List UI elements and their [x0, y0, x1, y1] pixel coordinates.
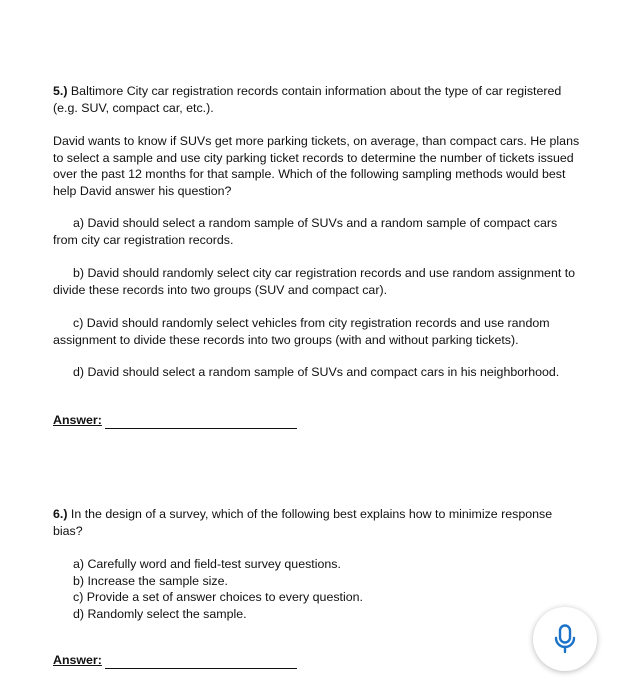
question-6-number: 6.)	[53, 507, 68, 521]
question-5-intro-text: Baltimore City car registration records contain information about the type of car registered (e.g. SUV, compact car, etc.).	[53, 84, 562, 115]
question-6-text	[53, 506, 581, 539]
question-5-intro	[53, 83, 581, 116]
question-5-answer-label: Answer:	[53, 413, 102, 427]
question-5-option-a: a) David should select a random sample of SUVs and a random sample of compact cars from city car registration records.	[53, 216, 558, 247]
question-6-options	[73, 556, 573, 622]
question-6-option-a: a) Carefully word and field-test survey questions.	[73, 557, 341, 571]
question-5-scenario: David wants to know if SUVs get more parking tickets, on average, than compact cars. He plans to select a sample and use city parking ticket records to determine the number of tickets issued over the past 12 months for that sample. Which of the following sampling methods would best help David answer his question?	[53, 134, 580, 198]
question-5-option-b: b) David should randomly select city car registration records and use random assignment to divide these records into two groups (SUV and compact car).	[53, 266, 576, 297]
question-5-option-d: d) David should select a random sample of SUVs and compact cars in his neighborhood.	[73, 365, 560, 379]
dictation-mic-button[interactable]	[533, 607, 597, 671]
question-6-question: In the design of a survey, which of the following best explains how to minimize response bias?	[53, 507, 553, 538]
question-6-answer-row[interactable]	[53, 652, 297, 669]
question-6-answer-line[interactable]	[105, 656, 297, 669]
question-6-option-d: d) Randomly select the sample.	[73, 606, 247, 621]
microphone-icon	[554, 624, 576, 654]
question-5-answer-line[interactable]	[105, 416, 297, 429]
question-5-number: 5.)	[53, 84, 68, 98]
question-6-answer-label: Answer:	[53, 653, 102, 667]
question-5-option-c: c) David should randomly select vehicles from city registration records and use random assignment to divide these records into two groups (with and without parking tickets).	[53, 316, 550, 347]
question-6-option-b: b) Increase the sample size.	[73, 573, 228, 588]
question-6-option-c: c) Provide a set of answer choices to every question.	[73, 590, 363, 605]
question-5-answer-row[interactable]	[53, 412, 297, 429]
